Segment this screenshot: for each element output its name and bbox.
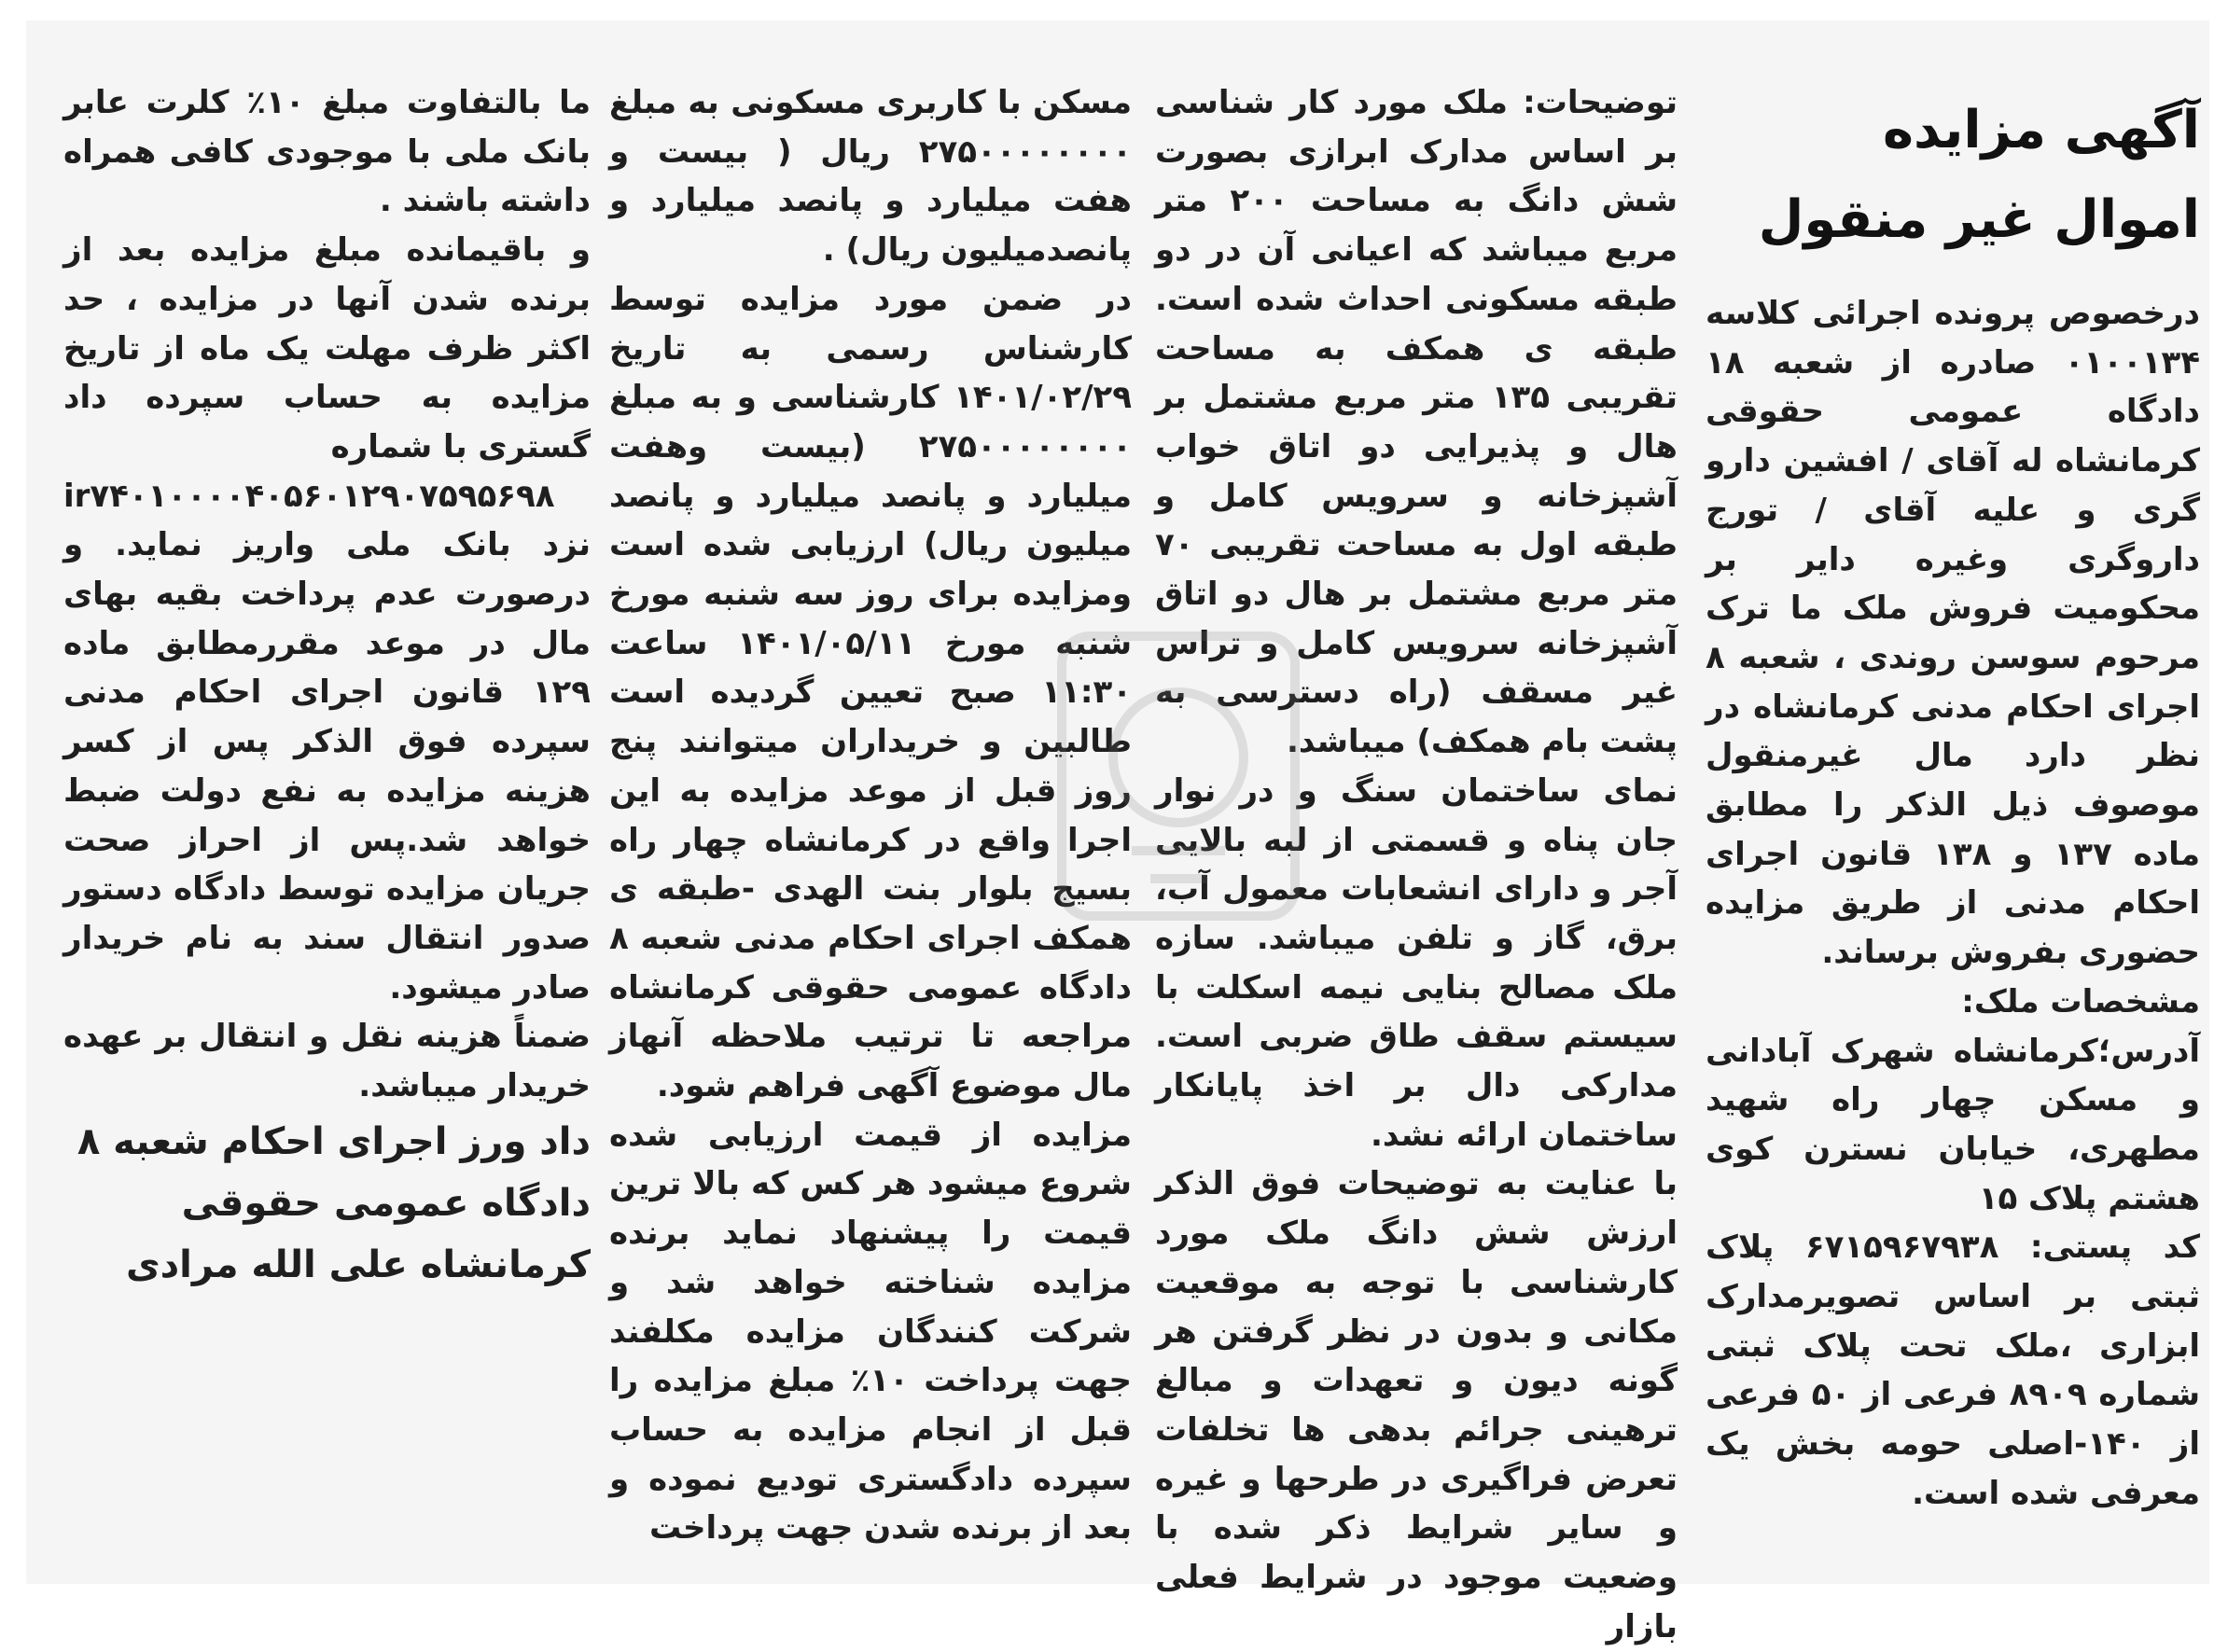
watermark-logo-icon [1043, 618, 1314, 935]
signature-block: داد ورز اجرای احکام شعبه ۸ دادگاه عمومی حقوقی کرمانشاه علی الله مرادی [77, 1119, 591, 1286]
auction-rules-paragraph: مزایده از قیمت ارزیابی شده شروع میشود هر کس که بالا ترین قیمت را پیشنهاد نماید برنده مزایده شناخته خواهد شد و شرکت کنندگان مزایده مکلفند جهت پرداخت ۱۰٪ مبلغ مزایده را قبل از انجام مزایده به حساب سپرده دادگستری تودیع نموده و بعد از برنده شدن جهت پرداخت [609, 1116, 1132, 1548]
postal-code-paragraph: کد پستی: ۶۷۱۵۹۶۷۹۳۸ پلاک ثبتی بر اساس تصویرمدارک ابزاری ،ملک تحت پلاک ثبتی شماره ۸۹۰۹ فرعی از ۵۰ فرعی از ۱۴۰-اصلی حومه بخش یک معرفی شده است. [1706, 1229, 2201, 1512]
property-specs-heading: مشخصات ملک: [1961, 982, 2200, 1020]
remaining-payment-paragraph: و باقیمانده مبلغ مزایده بعد از برنده شدن آنها در مزایده ، حد اکثر ظرف مهلت یک ماه از تاریخ مزایده به حساب سپرده داد گستری با شماره [63, 231, 591, 465]
auction-date-paragraph: در ضمن مورد مزایده توسط کارشناس رسمی به تاریخ ۱۴۰۱/۰۲/۲۹ کارشناسی و به مبلغ ۲۷۵۰۰۰۰۰۰۰۰ (بیست وهفت میلیارد و پانصد میلیارد و پانصد میلیون ریال) ارزیابی شده است ومزایده برای روز سه شنبه مورخ شنبه مورخ ۱۴۰۱/۰۵/۱۱ ساعت ۱۱:۳۰ صبح تعیین گردیده است طالبین و خریداران میتوانند پنج روز قبل از موعد مزایده به این اجرا واقع در کرمانشاه چهار راه بسیج بلوار بنت الهدی -طبقه ی همکف اجرای احکام مدنی شعبه ۸ دادگاه عمومی حقوقی کرمانشاه مراجعه تا ترتیب ملاحظه آنهاز مال موضوع آگهی فراهم شود. [609, 280, 1132, 1105]
non-payment-paragraph: نزد بانک ملی واریز نماید. و درصورت عدم پرداخت بقیه بهای مال در موعد مقررمطابق ماده ۱۲۹ قانون اجرای احکام مدنی سپرده فوق الذکر پس از کسر هزینه مزایده به نفع دولت ضبط خواهد شد.پس از احراز صحت جریان مزایده توسط دادگاه دستور صدور انتقال سند به نام خریدار صادر میشود. [63, 526, 591, 1006]
valuation-paragraph: با عنایت به توضیحات فوق الذکر ارزش شش دانگ ملک مورد کارشناسی با توجه به موقعیت مکانی و بدون در نظر گرفتن هر گونه دیون و تعهدات و مبالغ ترهینی جرائم بدهی ها تخلفات تعرض فراگیری در طرحها و غیره و سایر شرایط ذکر شده با وضعیت موجود در شرایط فعلی بازار [1155, 1165, 1678, 1645]
title-line-1: آگهی مزایده [1882, 100, 2200, 160]
address-paragraph: آدرس؛کرمانشاه شهرک آبادانی و مسکن چهار راه شهید مطهری، خیابان نسترن کوی هشتم پلاک ۱۵ [1706, 1032, 2200, 1217]
advertisement-frame [26, 21, 2209, 1645]
title-line-2: اموال غیر منقول [1758, 189, 2200, 250]
difference-paragraph: ما بالتفاوت مبلغ ۱۰٪ کلرت عابر بانک ملی با موجودی کافی همراه داشته باشند . [63, 84, 592, 220]
title-block [1706, 86, 2200, 265]
price-paragraph: مسکن با کاربری مسکونی به مبلغ ۲۷۵۰۰۰۰۰۰۰۰ ریال ( بیست و هفت میلیارد و پانصد میلیارد و پانصدمیلیون ریال) . [609, 84, 1132, 270]
intro-paragraph: درخصوص پرونده اجرائی کلاسه ۰۱۰۰۱۳۴ صادره از شعبه ۱۸ دادگاه عمومی حقوقی کرمانشاه له آقای / افشین دارو گری و علیه آقای / تورج داروگری وغیره دایر بر محکومیت فروش ملک ما ترک مرحوم سوسن روندی ، شعبه ۸ اجرای احکام مدنی کرمانشاه در نظر دارد مال غیرمنقول موصوف ذیل الذکر را مطابق ماده ۱۳۷ و ۱۳۸ قانون اجرای احکام مدنی از طریق مزایده حضوری بفروش برساند. [1706, 295, 2200, 972]
account-number: ir۷۴۰۱۰۰۰۰۴۰۵۶۰۱۲۹۰۷۵۹۵۶۹۸ [63, 477, 555, 515]
description-paragraph: توضیحات: ملک مورد کار شناسی بر اساس مدارک ابرازی بصورت شش دانگ به مساحت ۲۰۰ متر مربع میباشد که اعیانی آن در دو طبقه مسکونی احداث شده است. طبقه ی همکف به مساحت تقریبی ۱۳۵ متر مربع مشتمل بر هال و پذیرایی دو اتاق خواب آشپزخانه و سرویس کامل و طبقه اول به مساحت تقریبی ۷۰ متر مربع مشتمل بر هال دو اتاق آشپزخانه سرویس کامل و تراس غیر مسقف (راه دسترسی به پشت بام همکف) میباشد. [1155, 84, 1678, 761]
facade-paragraph: نمای ساختمان سنگ و در نوار جان پناه و قسمتی از لبه بالایی آجر و دارای انشعابات معمول آب، برق، گاز و تلفن میباشد. سازه ملک مصالح بنایی نیمه اسکلت با سیستم سقف طاق ضربی است. مدارکی دال بر اخذ پایانکار ساختمان ارائه نشد. [1155, 771, 1678, 1154]
transfer-cost-paragraph: ضمناً هزینه نقل و انتقال بر عهده خریدار میباشد. [63, 1018, 591, 1105]
column-4 [63, 78, 591, 1296]
column-1 [1706, 86, 2200, 1519]
